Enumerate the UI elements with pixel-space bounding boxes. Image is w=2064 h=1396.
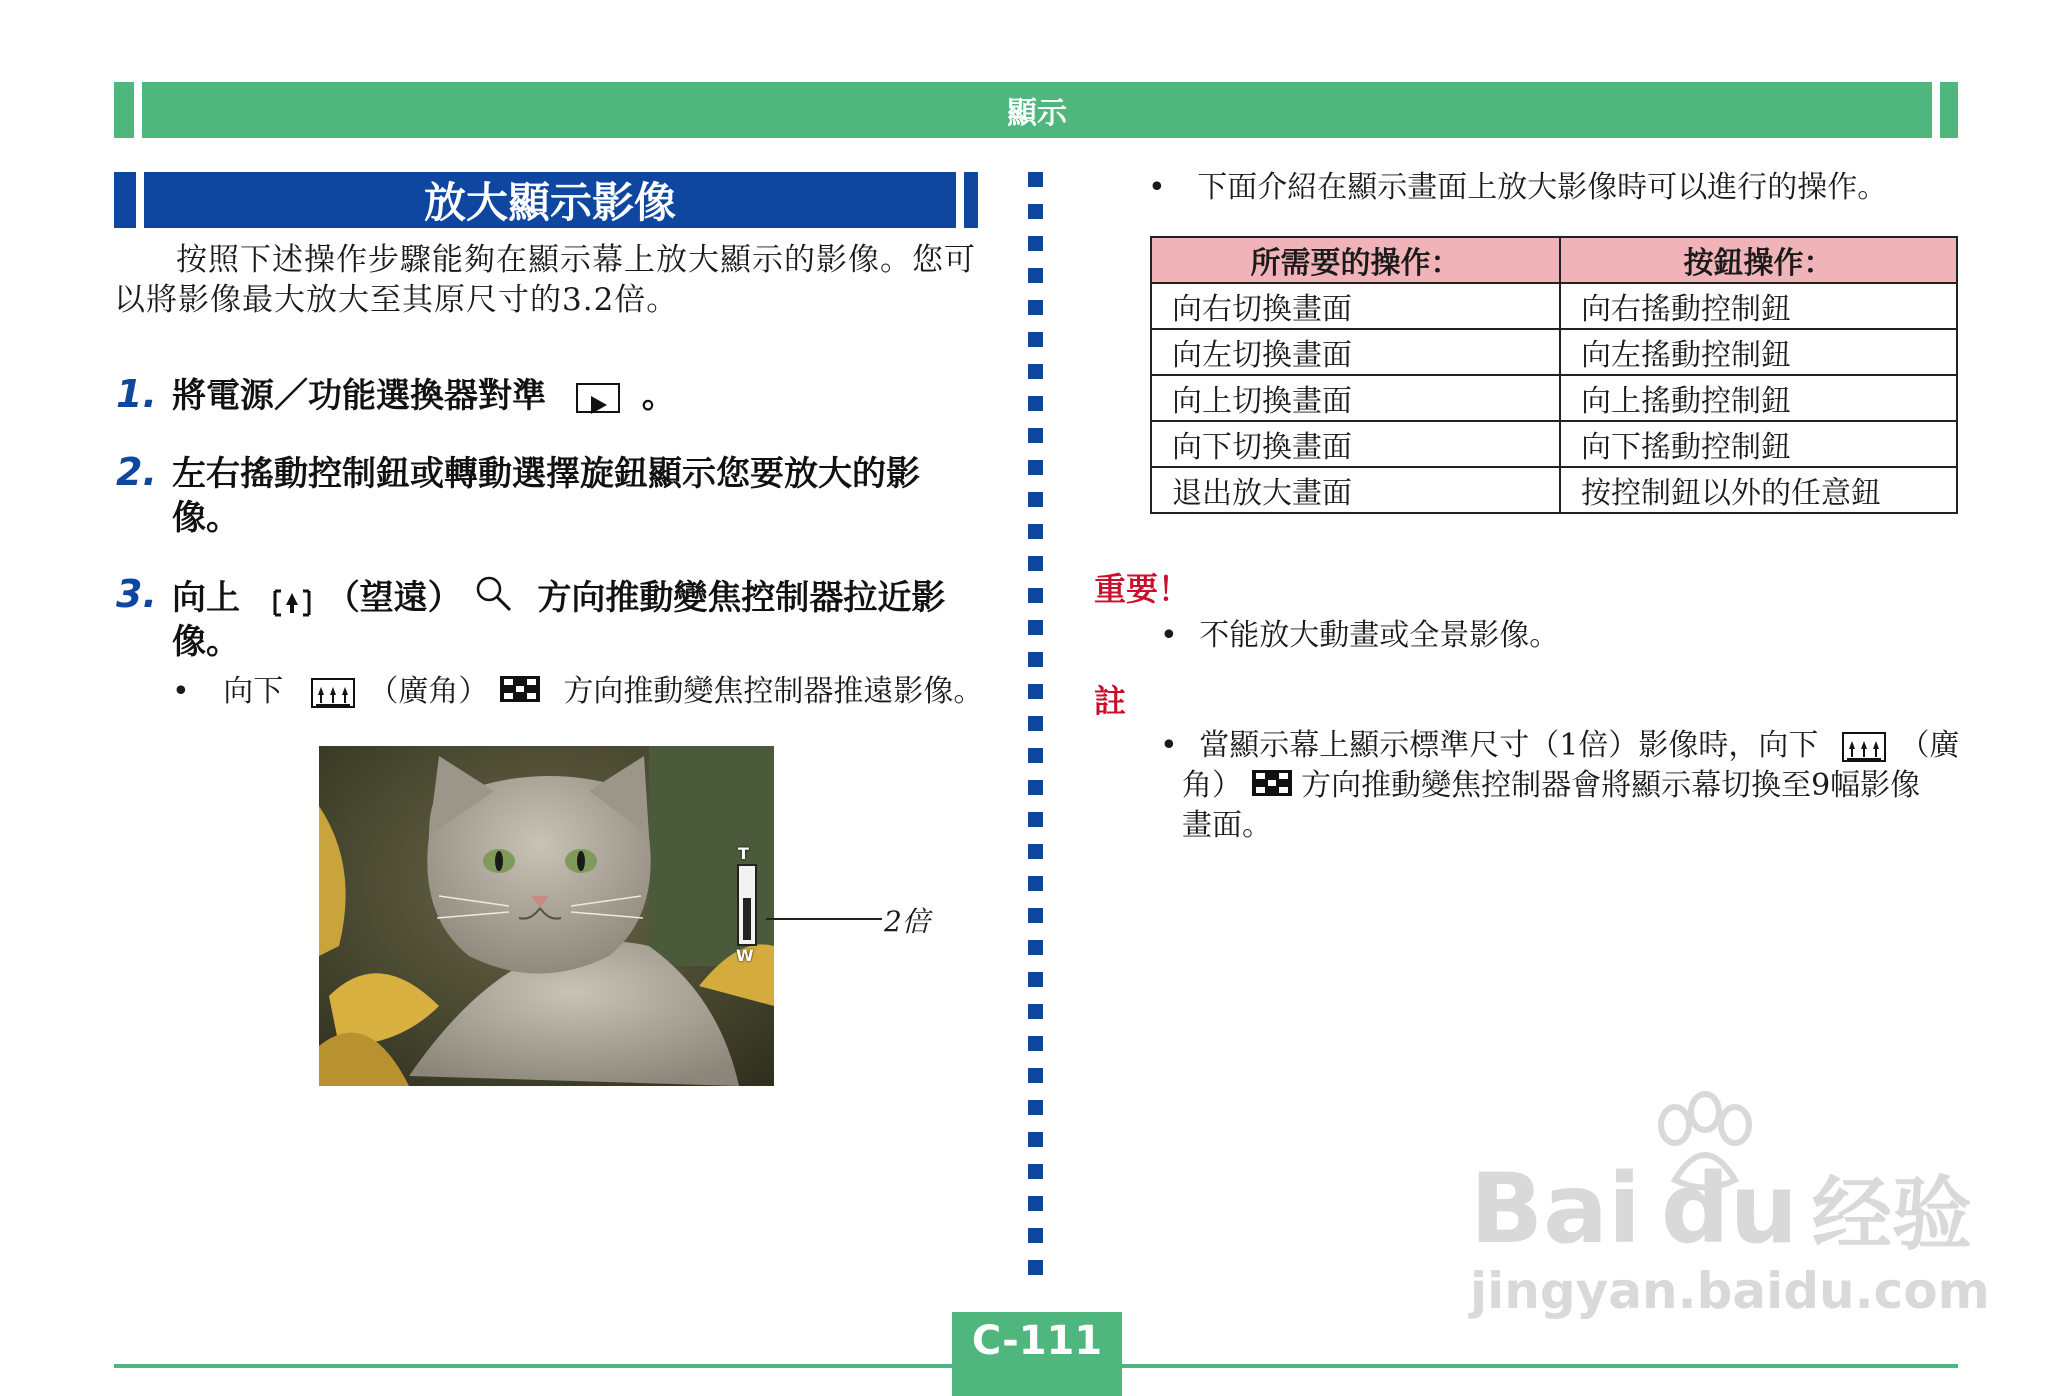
step-3-bullet <box>172 672 983 713</box>
step-3-line-2: 像。 <box>172 622 240 662</box>
divider-dot <box>1028 620 1043 635</box>
step-2-line-2: 像。 <box>172 498 240 538</box>
divider-dot <box>1028 204 1043 219</box>
zoom-indicator-fill <box>743 898 751 940</box>
divider-dot <box>1028 460 1043 475</box>
intro-line-2: 以將影像最大放大至其原尺寸的3.2倍。 <box>114 282 679 318</box>
watermark <box>1470 1090 1990 1320</box>
divider-dot <box>1028 172 1043 187</box>
watermark-url: jingyan.baidu.com <box>1470 1262 1990 1320</box>
table-cell: 向下切換畫面 <box>1151 421 1560 467</box>
title-right-cap <box>964 172 978 228</box>
table-cell: 向左搖動控制鈕 <box>1560 329 1957 375</box>
table-header-button: 按鈕操作： <box>1560 237 1957 283</box>
table-header-row <box>1151 237 1957 283</box>
zoom-tele-label: T <box>738 844 749 863</box>
right-intro <box>1148 168 1887 208</box>
important-bullet <box>1160 616 1559 656</box>
divider-dot <box>1028 1004 1043 1019</box>
zoom-wide-label: W <box>736 946 754 965</box>
bullet-dot: • <box>172 674 190 709</box>
header-title: 顯示 <box>1007 96 1067 131</box>
wide-angle-icon <box>311 678 355 708</box>
table-row <box>1151 283 1957 329</box>
divider-dot <box>1028 1260 1043 1275</box>
page-number: C-111 <box>971 1318 1103 1364</box>
step-3-line-1 <box>172 574 945 625</box>
magnifier-icon <box>474 574 514 625</box>
cat-photo <box>319 746 774 1086</box>
step-3-bullet-text-c: 方向推動變焦控制器推遠影像。 <box>563 674 984 709</box>
section-title: 放大顯示影像 <box>423 178 676 227</box>
note-text-1a: 當顯示幕上顯示標準尺寸（1倍）影像時，向下 <box>1199 728 1819 763</box>
table-cell: 向上搖動控制鈕 <box>1560 375 1957 421</box>
table-row <box>1151 467 1957 513</box>
divider-dot <box>1028 1100 1043 1115</box>
divider-dot <box>1028 684 1043 699</box>
divider-dot <box>1028 908 1043 923</box>
divider-dot <box>1028 1228 1043 1243</box>
step-3-text-c: 方向推動變焦控制器拉近影 <box>537 578 946 618</box>
divider-dot <box>1028 1164 1043 1179</box>
divider-dot <box>1028 748 1043 763</box>
operations-table <box>1150 236 1958 514</box>
wide-angle-icon <box>1842 732 1886 762</box>
watermark-brand-b: du <box>1660 1153 1798 1265</box>
divider-dot <box>1028 1196 1043 1211</box>
multi-image-icon <box>500 673 540 713</box>
divider-dot <box>1028 332 1043 347</box>
bullet-dot: • <box>1160 728 1178 763</box>
table-row <box>1151 421 1957 467</box>
header-left-cap <box>114 82 134 138</box>
divider-dot <box>1028 1132 1043 1147</box>
divider-dot <box>1028 780 1043 795</box>
header-bar <box>142 82 1932 138</box>
divider-dot <box>1028 588 1043 603</box>
important-text: 不能放大動畫或全景影像。 <box>1199 618 1560 653</box>
divider-dot <box>1028 396 1043 411</box>
section-title-bar <box>144 172 956 228</box>
divider-dot <box>1028 524 1043 539</box>
divider-dot <box>1028 972 1043 987</box>
watermark-suffix: 经验 <box>1811 1168 1972 1261</box>
divider-dot <box>1028 428 1043 443</box>
zoom-callout-label: 2倍 <box>884 905 930 938</box>
note-heading: 註 <box>1094 682 1127 720</box>
table-row <box>1151 375 1957 421</box>
step-1-text-b: 。 <box>641 376 676 416</box>
step-3-bullet-text-b: （廣角） <box>368 674 489 709</box>
divider-dot <box>1028 812 1043 827</box>
table-cell: 按控制鈕以外的任意鈕 <box>1560 467 1957 513</box>
divider-dot <box>1028 556 1043 571</box>
divider-dot <box>1028 716 1043 731</box>
table-header-operation: 所需要的操作： <box>1151 237 1560 283</box>
divider-dot <box>1028 1068 1043 1083</box>
step-2-number: 2. <box>116 450 157 494</box>
divider-dot <box>1028 844 1043 859</box>
table-cell: 向右切換畫面 <box>1151 283 1560 329</box>
title-left-cap <box>114 172 136 228</box>
table-row <box>1151 329 1957 375</box>
note-text-1b: （廣 <box>1899 728 1960 763</box>
divider-dot <box>1028 652 1043 667</box>
step-3-text-b: （望遠） <box>325 578 462 618</box>
step-3-number: 3. <box>116 572 157 616</box>
header-right-cap <box>1940 82 1958 138</box>
step-1-number: 1. <box>116 372 157 416</box>
multi-image-icon <box>1252 767 1292 807</box>
note-line-1 <box>1160 726 1959 766</box>
intro-line-1: 按照下述操作步驟能夠在顯示幕上放大顯示的影像。您可 <box>176 242 976 278</box>
note-text-2a: 角） <box>1182 768 1242 803</box>
step-2-line-1: 左右搖動控制鈕或轉動選擇旋鈕顯示您要放大的影 <box>172 454 920 494</box>
step-1-text <box>172 374 676 418</box>
page-number-box <box>952 1312 1122 1396</box>
divider-dot <box>1028 364 1043 379</box>
zoom-callout-line <box>766 918 882 920</box>
playback-icon <box>576 383 620 413</box>
divider-dot <box>1028 300 1043 315</box>
operations-table-wrap <box>1150 236 1958 514</box>
telephoto-icon <box>272 585 312 615</box>
step-3-bullet-text-a: 向下 <box>223 674 284 709</box>
table-cell: 向右搖動控制鈕 <box>1560 283 1957 329</box>
divider-dot <box>1028 492 1043 507</box>
right-intro-text: 下面介紹在顯示畫面上放大影像時可以進行的操作。 <box>1197 170 1888 205</box>
note-line-2 <box>1182 766 1920 807</box>
watermark-brand-a: Bai <box>1470 1153 1641 1265</box>
divider-dot <box>1028 1036 1043 1051</box>
note-line-3: 畫面。 <box>1182 808 1272 843</box>
table-cell: 向下搖動控制鈕 <box>1560 421 1957 467</box>
table-cell: 向左切換畫面 <box>1151 329 1560 375</box>
divider-dot <box>1028 236 1043 251</box>
divider-dot <box>1028 940 1043 955</box>
step-1-text-a: 將電源／功能選換器對準 <box>172 376 546 416</box>
step-3-text-a: 向上 <box>172 578 240 618</box>
divider-dot <box>1028 876 1043 891</box>
important-heading: 重要！ <box>1094 570 1191 608</box>
watermark-brand <box>1470 1150 1972 1265</box>
bullet-dot: • <box>1148 170 1166 205</box>
table-cell: 退出放大畫面 <box>1151 467 1560 513</box>
note-text-2b: 方向推動變焦控制器會將顯示幕切換至9幅影像 <box>1301 768 1921 803</box>
table-cell: 向上切換畫面 <box>1151 375 1560 421</box>
zoom-indicator <box>737 864 757 946</box>
bullet-dot: • <box>1160 618 1178 653</box>
divider-dot <box>1028 268 1043 283</box>
